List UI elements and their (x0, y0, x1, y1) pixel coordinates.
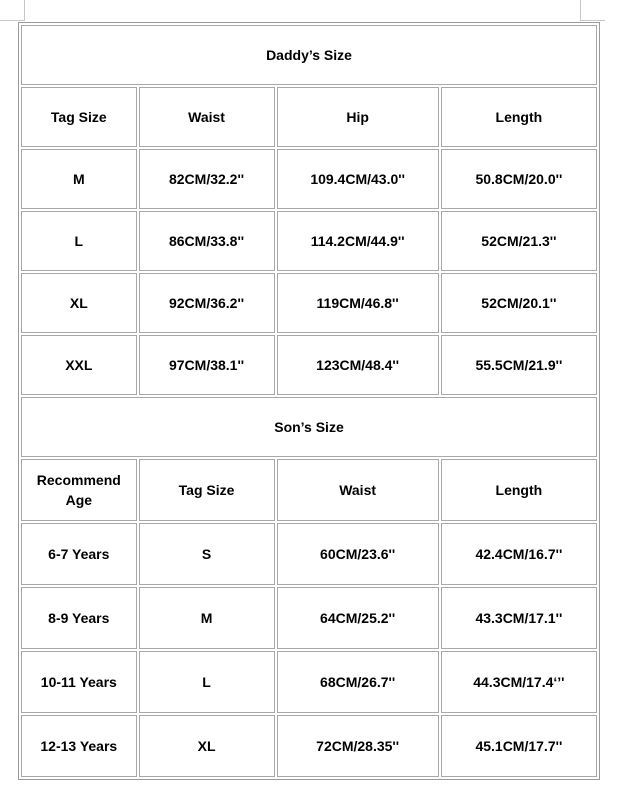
son-header-cell: Length (441, 459, 597, 521)
son-cell: 10-11 Years (21, 651, 137, 713)
son-cell: XL (139, 715, 275, 777)
daddy-table-row (21, 273, 597, 333)
son-table-row (21, 587, 597, 649)
size-chart-table (18, 22, 600, 780)
daddy-table-row (21, 211, 597, 271)
daddy-cell: 52CM/21.3'' (441, 211, 597, 271)
daddy-cell: 123CM/48.4'' (277, 335, 439, 395)
son-cell: 12-13 Years (21, 715, 137, 777)
daddy-cell: 52CM/20.1'' (441, 273, 597, 333)
son-cell: 72CM/28.35'' (277, 715, 439, 777)
son-cell: S (139, 523, 275, 585)
son-table-row (21, 651, 597, 713)
son-cell: 6-7 Years (21, 523, 137, 585)
son-table-row (21, 715, 597, 777)
daddy-cell: L (21, 211, 137, 271)
son-header-cell: Tag Size (139, 459, 275, 521)
son-table-row (21, 523, 597, 585)
son-cell: 8-9 Years (21, 587, 137, 649)
daddy-cell: 114.2CM/44.9'' (277, 211, 439, 271)
daddy-cell: 92CM/36.2'' (139, 273, 275, 333)
daddy-table-row (21, 335, 597, 395)
daddy-table-row (21, 149, 597, 209)
daddy-cell: 86CM/33.8'' (139, 211, 275, 271)
son-cell: 44.3CM/17.4‘’' (441, 651, 597, 713)
son-header-cell: Waist (277, 459, 439, 521)
son-header-row (21, 459, 597, 521)
son-cell: 42.4CM/16.7'' (441, 523, 597, 585)
son-cell: L (139, 651, 275, 713)
daddy-cell: XL (21, 273, 137, 333)
son-cell: 43.3CM/17.1'' (441, 587, 597, 649)
daddy-cell: 97CM/38.1'' (139, 335, 275, 395)
daddy-cell: M (21, 149, 137, 209)
son-cell: 45.1CM/17.7'' (441, 715, 597, 777)
daddy-size-title: Daddy’s Size (21, 25, 597, 85)
daddy-header-cell: Waist (139, 87, 275, 147)
page-corner-mark-right (580, 0, 605, 21)
daddy-header-cell: Length (441, 87, 597, 147)
daddy-cell: 82CM/32.2'' (139, 149, 275, 209)
daddy-cell: XXL (21, 335, 137, 395)
daddy-header-row (21, 87, 597, 147)
son-title-row (21, 397, 597, 457)
son-header-age-line: Recommend (36, 472, 121, 488)
daddy-cell: 55.5CM/21.9'' (441, 335, 597, 395)
son-header-age-line: Age (65, 492, 93, 508)
daddy-title-row (21, 25, 597, 85)
daddy-cell: 50.8CM/20.0'' (441, 149, 597, 209)
daddy-cell: 119CM/46.8'' (277, 273, 439, 333)
son-cell: M (139, 587, 275, 649)
son-cell: 64CM/25.2'' (277, 587, 439, 649)
son-cell: 60CM/23.6'' (277, 523, 439, 585)
son-cell: 68CM/26.7'' (277, 651, 439, 713)
daddy-cell: 109.4CM/43.0'' (277, 149, 439, 209)
daddy-header-cell: Hip (277, 87, 439, 147)
daddy-header-cell: Tag Size (21, 87, 137, 147)
son-header-cell-age (21, 459, 137, 521)
son-size-title: Son’s Size (21, 397, 597, 457)
page-corner-mark-left (0, 0, 25, 21)
